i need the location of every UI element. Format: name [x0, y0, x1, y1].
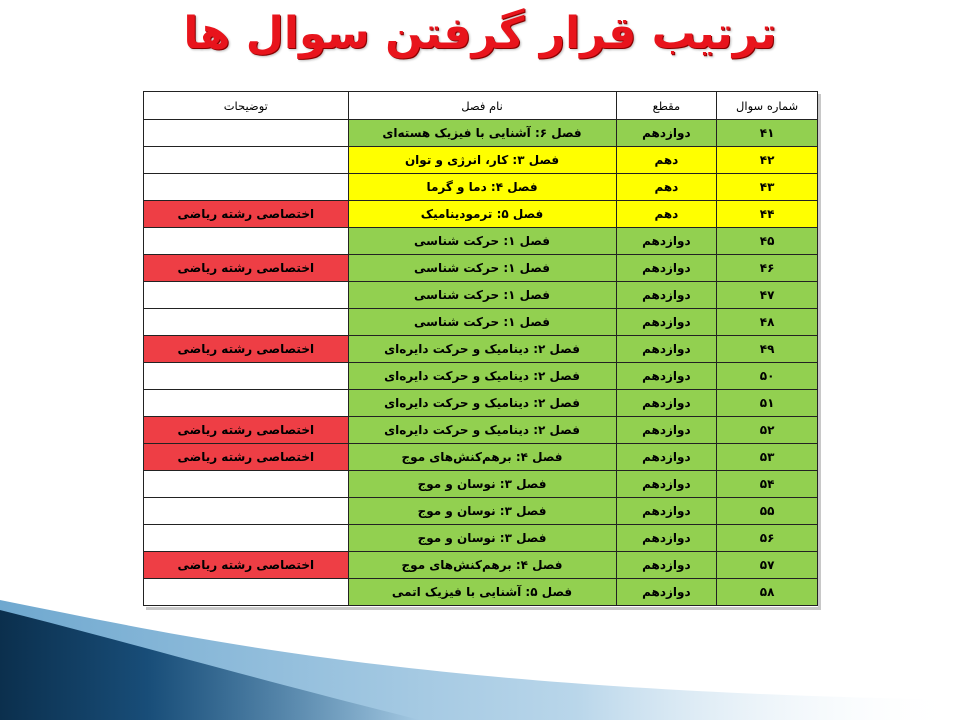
- cell-notes: [144, 147, 349, 174]
- cell-chapter: فصل ۱: حرکت شناسی: [348, 228, 616, 255]
- cell-question-number: ۴۹: [717, 336, 818, 363]
- cell-level: دوازدهم: [616, 309, 717, 336]
- cell-question-number: ۵۵: [717, 498, 818, 525]
- table-row: [144, 336, 818, 363]
- cell-notes: اختصاصی رشته ریاضی: [144, 336, 349, 363]
- cell-question-number: ۵۷: [717, 552, 818, 579]
- cell-chapter: فصل ۴: برهم‌کنش‌های موج: [348, 444, 616, 471]
- cell-notes: [144, 228, 349, 255]
- cell-chapter: فصل ۱: حرکت شناسی: [348, 282, 616, 309]
- table-row: [144, 363, 818, 390]
- cell-chapter: فصل ۵: آشنایی با فیزیک اتمی: [348, 579, 616, 606]
- table-row: [144, 498, 818, 525]
- cell-chapter: فصل ۲: دینامیک و حرکت دایره‌ای: [348, 417, 616, 444]
- table-row: [144, 552, 818, 579]
- table-row: [144, 471, 818, 498]
- cell-notes: اختصاصی رشته ریاضی: [144, 201, 349, 228]
- cell-chapter: فصل ۳: کار، انرژی و توان: [348, 147, 616, 174]
- decorative-swoosh: [0, 580, 960, 720]
- cell-notes: [144, 471, 349, 498]
- cell-level: دوازدهم: [616, 579, 717, 606]
- cell-chapter: فصل ۴: دما و گرما: [348, 174, 616, 201]
- cell-question-number: ۵۴: [717, 471, 818, 498]
- cell-question-number: ۴۱: [717, 120, 818, 147]
- cell-level: دوازدهم: [616, 390, 717, 417]
- header-notes: توضیحات: [144, 92, 349, 120]
- cell-level: دوازدهم: [616, 282, 717, 309]
- cell-level: دوازدهم: [616, 336, 717, 363]
- cell-notes: [144, 174, 349, 201]
- header-level: مقطع: [616, 92, 717, 120]
- cell-question-number: ۵۱: [717, 390, 818, 417]
- cell-level: دوازدهم: [616, 471, 717, 498]
- cell-question-number: ۴۵: [717, 228, 818, 255]
- table-row: [144, 255, 818, 282]
- cell-notes: [144, 282, 349, 309]
- header-number: شماره سوال: [717, 92, 818, 120]
- table-shadow-right: [818, 94, 821, 607]
- cell-chapter: فصل ۱: حرکت شناسی: [348, 309, 616, 336]
- cell-level: دوازدهم: [616, 228, 717, 255]
- table-row: [144, 201, 818, 228]
- cell-question-number: ۵۰: [717, 363, 818, 390]
- cell-chapter: فصل ۳: نوسان و موج: [348, 525, 616, 552]
- cell-question-number: ۴۴: [717, 201, 818, 228]
- cell-question-number: ۵۶: [717, 525, 818, 552]
- questions-table: [143, 91, 818, 606]
- cell-level: دوازدهم: [616, 525, 717, 552]
- cell-question-number: ۵۳: [717, 444, 818, 471]
- table-row: [144, 147, 818, 174]
- slide-title: ترتیب قرار گرفتن سوال ها: [183, 8, 777, 59]
- cell-chapter: فصل ۱: حرکت شناسی: [348, 255, 616, 282]
- cell-question-number: ۴۲: [717, 147, 818, 174]
- cell-chapter: فصل ۵: ترمودینامیک: [348, 201, 616, 228]
- cell-level: دوازدهم: [616, 417, 717, 444]
- table-row: [144, 174, 818, 201]
- cell-notes: [144, 120, 349, 147]
- cell-notes: اختصاصی رشته ریاضی: [144, 552, 349, 579]
- cell-chapter: فصل ۲: دینامیک و حرکت دایره‌ای: [348, 363, 616, 390]
- table-row: [144, 417, 818, 444]
- cell-question-number: ۴۷: [717, 282, 818, 309]
- cell-level: دهم: [616, 174, 717, 201]
- table-row: [144, 525, 818, 552]
- table-body: [144, 120, 818, 606]
- cell-level: دهم: [616, 147, 717, 174]
- cell-chapter: فصل ۶: آشنایی با فیزیک هسته‌ای: [348, 120, 616, 147]
- cell-notes: اختصاصی رشته ریاضی: [144, 255, 349, 282]
- cell-question-number: ۵۸: [717, 579, 818, 606]
- cell-question-number: ۵۲: [717, 417, 818, 444]
- cell-notes: اختصاصی رشته ریاضی: [144, 417, 349, 444]
- cell-notes: اختصاصی رشته ریاضی: [144, 444, 349, 471]
- table-header-row: [144, 92, 818, 120]
- cell-level: دوازدهم: [616, 444, 717, 471]
- cell-level: دوازدهم: [616, 255, 717, 282]
- cell-chapter: فصل ۳: نوسان و موج: [348, 498, 616, 525]
- table-row: [144, 390, 818, 417]
- cell-level: دوازدهم: [616, 363, 717, 390]
- table-row: [144, 282, 818, 309]
- table-row: [144, 120, 818, 147]
- cell-notes: [144, 525, 349, 552]
- cell-chapter: فصل ۲: دینامیک و حرکت دایره‌ای: [348, 336, 616, 363]
- cell-level: دوازدهم: [616, 498, 717, 525]
- table-row: [144, 309, 818, 336]
- cell-level: دوازدهم: [616, 552, 717, 579]
- cell-chapter: فصل ۳: نوسان و موج: [348, 471, 616, 498]
- cell-chapter: فصل ۴: برهم‌کنش‌های موج: [348, 552, 616, 579]
- cell-question-number: ۴۳: [717, 174, 818, 201]
- cell-notes: [144, 363, 349, 390]
- cell-level: دهم: [616, 201, 717, 228]
- cell-notes: [144, 309, 349, 336]
- table-row: [144, 228, 818, 255]
- cell-level: دوازدهم: [616, 120, 717, 147]
- cell-chapter: فصل ۲: دینامیک و حرکت دایره‌ای: [348, 390, 616, 417]
- header-chapter: نام فصل: [348, 92, 616, 120]
- table-row: [144, 444, 818, 471]
- cell-notes: [144, 498, 349, 525]
- cell-question-number: ۴۶: [717, 255, 818, 282]
- cell-notes: [144, 390, 349, 417]
- cell-question-number: ۴۸: [717, 309, 818, 336]
